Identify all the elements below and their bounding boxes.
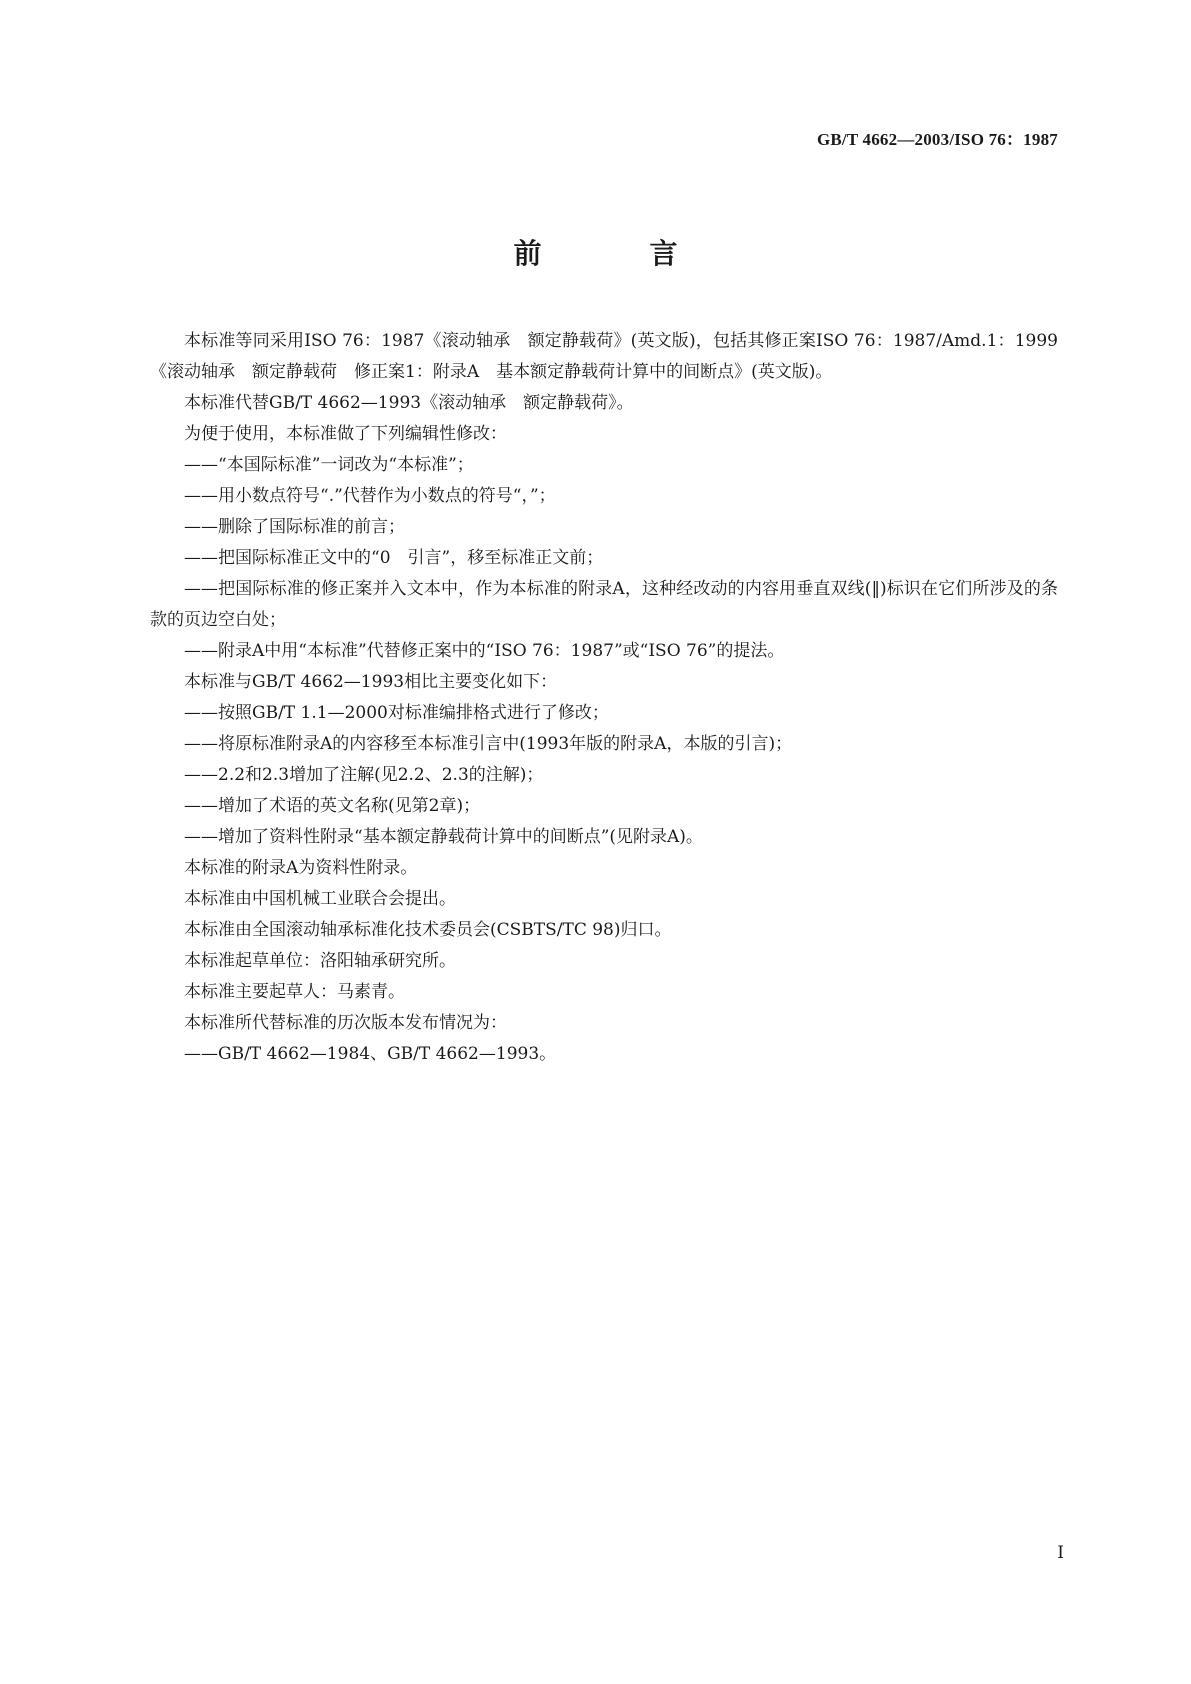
foreword-body — [150, 326, 1058, 1070]
list-item: ——“本国际标准”一词改为“本标准”； — [184, 455, 474, 475]
paragraph-annex: 本标准的附录A为资料性附录。 — [184, 858, 418, 878]
paragraph-edits-intro: 为便于使用，本标准做了下列编辑性修改： — [184, 424, 507, 444]
list-item: ——增加了术语的英文名称(见第2章)； — [184, 796, 481, 816]
page-title: 前 言 — [513, 237, 718, 270]
list-item: ——增加了资料性附录“基本额定静载荷计算中的间断点”(见附录A)。 — [184, 827, 703, 847]
paragraph-administered-by: 本标准由全国滚动轴承标准化技术委员会(CSBTS/TC 98)归口。 — [184, 920, 672, 940]
list-item: ——用小数点符号“.”代替作为小数点的符号“，”； — [184, 486, 556, 506]
list-item: ——删除了国际标准的前言； — [184, 517, 405, 537]
paragraph-adoption: 本标准等同采用ISO 76：1987《滚动轴承 额定静载荷》(英文版)，包括其修正案ISO 76：1987/Amd.1：1999《滚动轴承 额定静载荷 修正案1：附录A 基本额定静载荷计算中的间断点》(英文版)。 — [150, 331, 1058, 382]
list-item: ——将原标准附录A的内容移至本标准引言中(1993年版的附录A，本版的引言)； — [184, 734, 793, 754]
paragraph-drafting-org: 本标准起草单位：洛阳轴承研究所。 — [184, 951, 456, 971]
list-item: ——2.2和2.3增加了注解(见2.2、2.3的注解)； — [184, 765, 544, 785]
paragraph-changes-intro: 本标准与GB/T 4662—1993相比主要变化如下： — [184, 672, 558, 692]
list-item: ——GB/T 4662—1984、GB/T 4662—1993。 — [184, 1044, 557, 1064]
list-item: ——按照GB/T 1.1—2000对标准编排格式进行了修改； — [184, 703, 609, 723]
list-item: ——把国际标准的修正案并入文本中，作为本标准的附录A，这种经改动的内容用垂直双线(‖)标识在它们所涉及的条款的页边空白处； — [150, 579, 1058, 630]
page-number: I — [1057, 1543, 1064, 1563]
standard-code: GB/T 4662—2003/ISO 76：1987 — [816, 130, 1058, 149]
paragraph-replaces: 本标准代替GB/T 4662—1993《滚动轴承 额定静载荷》。 — [184, 393, 634, 413]
list-item: ——把国际标准正文中的“0 引言”，移至标准正文前； — [184, 548, 604, 568]
list-item: ——附录A中用“本标准”代替修正案中的“ISO 76：1987”或“ISO 76”的提法。 — [184, 641, 785, 661]
paragraph-history-intro: 本标准所代替标准的历次版本发布情况为： — [184, 1013, 507, 1033]
paragraph-proposed-by: 本标准由中国机械工业联合会提出。 — [184, 889, 456, 909]
paragraph-drafters: 本标准主要起草人：马素青。 — [184, 982, 405, 1002]
